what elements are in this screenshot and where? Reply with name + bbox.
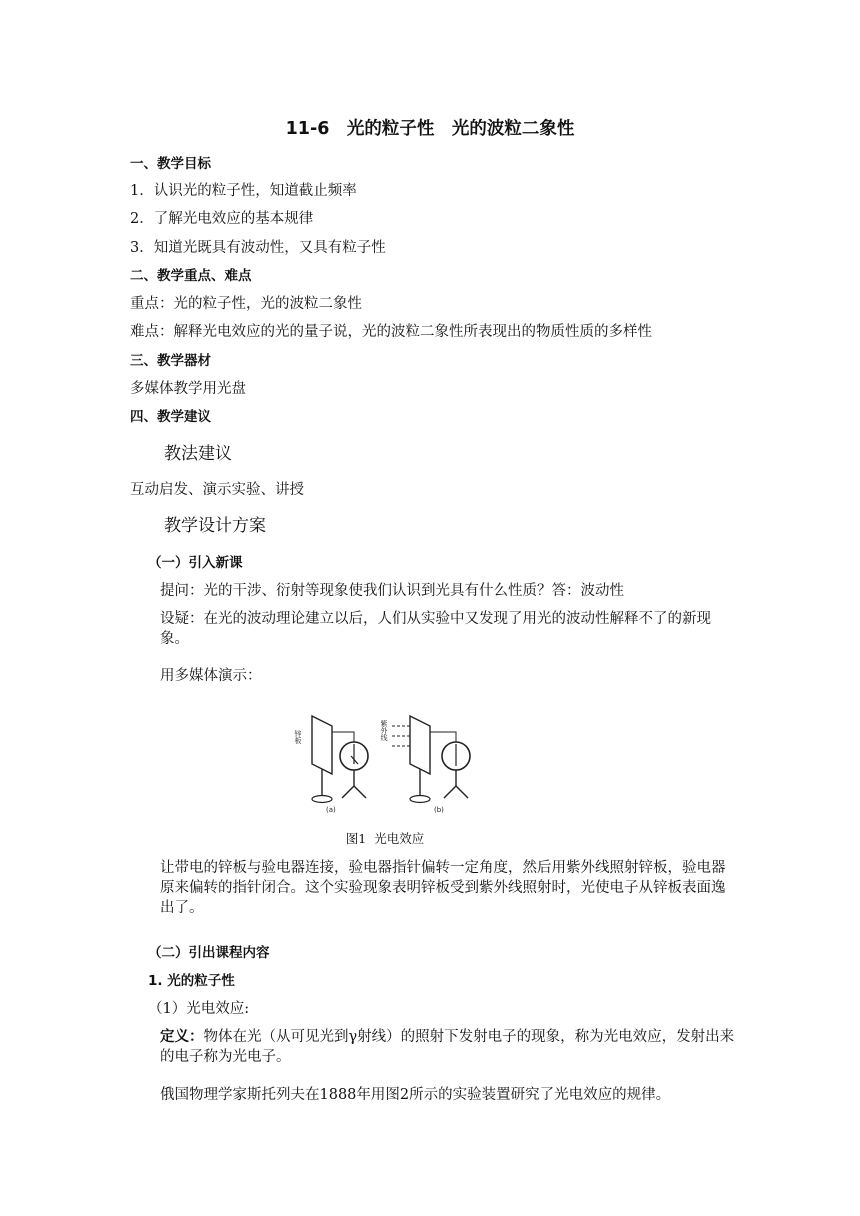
goal-item: 3．知道光既具有波动性，又具有粒子性: [130, 240, 386, 256]
uv-light-label: 紫外线: [380, 720, 388, 741]
design-heading: 教学设计方案: [164, 516, 266, 536]
method-text: 互动启发、演示实验、讲授: [130, 482, 304, 498]
demo-text: 用多媒体演示：: [160, 668, 262, 684]
photoelectric-effect-heading: （1）光电效应:: [148, 1001, 250, 1017]
caption-text: 光电效应: [374, 831, 425, 846]
key-point: 重点：光的粒子性，光的波粒二象性: [130, 296, 362, 312]
zinc-plate-b: [410, 716, 430, 774]
goal-item: 2．了解光电效应的基本规律: [130, 211, 314, 227]
definition-paragraph: [130, 1027, 738, 1067]
definition-label: 定义：: [160, 1029, 204, 1045]
experiment-text: 让带电的锌板与验电器连接，验电器指针偏转一定角度，然后用紫外线照射锌板，验电器原来偏转的指针闭合。这个实验现象表明锌板受到紫外线照射时，光使电子从锌板表面逸出了。: [160, 860, 726, 916]
method-heading: 教法建议: [164, 444, 232, 464]
section-heading-equipment: 三、教学器材: [130, 353, 211, 369]
photoelectric-figure: [296, 712, 496, 822]
section-heading-key-points: 二、教学重点、难点: [130, 268, 252, 284]
figure-label-b: (b): [434, 806, 444, 814]
section-heading-goals: 一、教学目标: [130, 156, 211, 172]
zinc-plate: [312, 716, 332, 774]
difficult-point: 难点：解释光电效应的光的量子说，光的波粒二象性所表现出的物质性质的多样性: [130, 324, 652, 340]
caption-number: 图1: [345, 831, 367, 846]
intro-heading: （一）引入新课: [148, 555, 243, 571]
figure-label-a: (a): [326, 806, 336, 814]
particle-heading: 1. 光的粒子性: [148, 973, 235, 989]
section-heading-suggestions: 四、教学建议: [130, 409, 211, 425]
zinc-plate-label: 锌板: [294, 730, 302, 744]
definition-text: 物体在光（从可见光到γ射线）的照射下发射电子的现象，称为光电效应，发射出来的电子称为光电子。: [160, 1029, 735, 1065]
goal-item: 1．认识光的粒子性，知道截止频率: [130, 183, 357, 199]
equipment-text: 多媒体教学用光盘: [130, 381, 246, 397]
doubt-text: 设疑：在光的波动理论建立以后，人们从实验中又发现了用光的波动性解释不了的新现象。: [160, 611, 711, 647]
figure-caption: [0, 830, 770, 848]
history-text: 俄国物理学家斯托列夫在1888年用图2所示的实验装置研究了光电效应的规律。: [160, 1087, 671, 1103]
page-title: 11-6 光的粒子性 光的波粒二象性: [285, 119, 575, 139]
question-text: 提问：光的干涉、衍射等现象使我们认识到光具有什么性质？答：波动性: [160, 583, 624, 599]
content-heading: （二）引出课程内容: [148, 945, 270, 961]
